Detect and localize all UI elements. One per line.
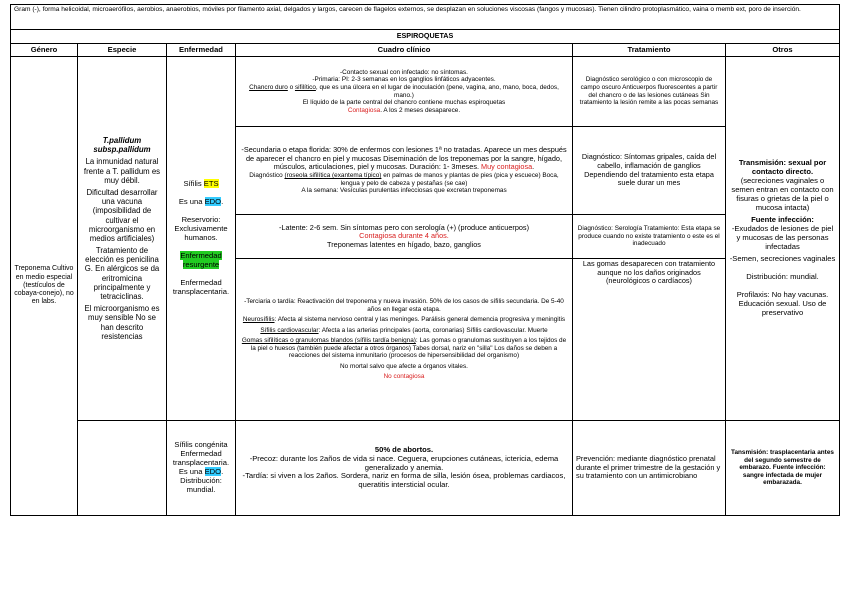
cuadro-latente xyxy=(236,215,573,259)
enfermedad-cell xyxy=(167,57,236,421)
congenita-precoz: -Precoz: durante los 2años de vida si nace. Ceguera, erupciones cutáneas, ictericia, edema generalizado y anemia. xyxy=(249,453,559,472)
header-tratamiento: Tratamiento xyxy=(573,44,726,57)
congenita-edo-badge: EDO xyxy=(204,467,222,476)
cuadro-secundaria xyxy=(236,127,573,215)
congenita-distribucion: Distribución: mundial. xyxy=(180,475,222,494)
otros-congenita: Tansmisión: trasplacentaria antes del segundo semestre de embarazo. Fuente infección: sangre infectada de mujer embarazada. xyxy=(726,421,840,516)
fuente-exudados: -Exudados de lesiones de piel y mucosas de las personas infectadas xyxy=(731,224,834,251)
species-name: T.pallidum subsp.pallidum xyxy=(93,136,151,155)
primaria-o: o xyxy=(287,83,295,91)
transmision-detail: (secreciones vaginales o semen entran en contacto con fisuras o grietas de la piel o mucosa intacta) xyxy=(731,176,834,213)
tratamiento-primaria: Diagnóstico serológico o con microscopio de campo oscuro Anticuerpos fluorescentes a partir del chancro o de las lesiones cutáneas Sin tratamiento la lesión remite a las pocas semanas xyxy=(573,57,726,127)
fuente-semen: -Semen, secreciones vaginales xyxy=(729,253,836,263)
distribucion: Distribución: mundial. xyxy=(746,271,819,281)
secundaria-line-3: A la semana: Vesículas purulentas infecciosas que excretan treponemas xyxy=(301,187,507,195)
reservorio: Reservorio: Exclusivamente humanos. xyxy=(174,215,228,243)
tratamiento-congenita: Prevención: mediante diagnóstico prenatal durante el primer trimestre de la gestación y su tratamiento con un antimicrobiano xyxy=(573,421,726,516)
primaria-desaparece: . A los 2 meses desaparece. xyxy=(380,106,461,114)
header-otros: Otros xyxy=(726,44,840,57)
resurgente-badge: Enfermedad resurgente xyxy=(180,250,222,269)
cardiovascular-title: Sífilis cardiovascular xyxy=(260,326,319,334)
transmision: Transmisión: sexual por contacto directo. xyxy=(738,158,827,177)
latente-line-1: -Latente: 2-6 sem. Sin síntomas pero con serología (+) (produce anticuerpos) xyxy=(278,222,530,232)
terciaria-line-1: -Terciaria o tardía: Reactivación del treponema y nueva invasión. 50% de los casos de sífilis secundaria. De 5-40 años en llegar esta etapa. xyxy=(244,298,564,313)
gomas-sifiliticas xyxy=(239,337,569,360)
edo-period: . xyxy=(221,197,224,207)
neurosifilis xyxy=(239,316,569,324)
roseola-sifilitica: (roseola sifilítica (exantema típico) xyxy=(284,172,382,180)
tratamiento-latente: Diagnóstico: Serología Tratamiento: Esta etapa se produce cuando no existe tratamiento o este es el inadecuado xyxy=(573,215,726,259)
congenita-transplacentaria: Enfermedad transplacentaria. xyxy=(172,449,230,468)
transplacentaria: Enfermedad transplacentaria. xyxy=(172,277,230,296)
cuadro-terciaria xyxy=(236,259,573,421)
secundaria-palmas: en palmas de manos y plantas de pies (pica y escuece) Boca, lengua y pelo de cabeza y pestañas (se cae) xyxy=(340,172,559,187)
primaria-ulcera: , que es una úlcera en el lugar de inoculación (pene, vagina, ano, mano, boca, dedos, mano.) xyxy=(315,83,559,99)
species-inmunidad: La inmunidad natural frente a T. pallidum es muy débil. xyxy=(83,157,161,185)
congenita-tardia: -Tardía: si viven a los 2años. Sordera, nariz en forma de silla, lesión ósea, problemas cardiacos, queratitis intersticial ocular. xyxy=(242,471,566,490)
secundaria-line-2 xyxy=(239,172,569,187)
primaria-line-3 xyxy=(239,84,569,99)
secundaria-period: . xyxy=(532,162,535,172)
congenita-edo-period: . xyxy=(221,467,224,476)
especie-cell xyxy=(78,57,167,421)
gomas-title: Gomas sifilíticas o granulomas blandos (sífilis tardía benigna) xyxy=(241,337,416,345)
primaria-line-4: El líquido de la parte central del chancro contiene muchas espiroquetas xyxy=(302,99,506,107)
secundaria-line-1 xyxy=(239,146,569,172)
species-vacuna: Dificultad desarrollar una vacuna (imposibilidad de cultivar el microorganismo en medios artificiales) xyxy=(86,187,158,243)
latente-contagiosa: Contagiosa durante 4 años. xyxy=(359,231,449,241)
otros-cell xyxy=(726,57,840,421)
secundaria-text: -Secundaria o etapa florida: 30% de enfermos con lesiones 1ª no tratadas. Aparece un mes después de aparecer el chancro en piel y mucosas Diseminación de los treponemas por la sangre, hígado, músculos, articulaciones, piel y mucosas. Duración: 1- 3meses. xyxy=(241,145,567,172)
sifilitico: sifilítico xyxy=(294,83,316,91)
sifilis-cardiovascular xyxy=(239,327,569,335)
header-especie: Especie xyxy=(78,44,167,57)
congenita-cell xyxy=(167,421,236,516)
no-contagiosa: No contagiosa xyxy=(383,373,425,381)
muy-contagiosa: Muy contagiosa xyxy=(481,162,533,172)
cuadro-congenita xyxy=(236,421,573,516)
latente-line-3: Treponemas latentes en hígado, bazo, ganglios xyxy=(327,239,481,249)
primaria-line-5 xyxy=(239,107,569,115)
espiroquetas-table xyxy=(10,4,840,516)
es-una-label: Es una xyxy=(178,197,203,207)
sifilis-congenita: Sífilis congénita xyxy=(174,440,228,450)
profilaxis: Profilaxis: No hay vacunas. Educación sexual. Uso de preservativo xyxy=(736,289,829,317)
tratamiento-secundaria: Diagnóstico: Síntomas gripales, caída del cabello, inflamación de ganglios Dependiendo del tratamiento esta etapa suele durar un mes xyxy=(573,127,726,215)
header-cuadro-clinico: Cuadro clínico xyxy=(236,44,573,57)
gomas-text: : Las gomas o granulomas sustituyen a los tejidos de la piel o huesos (también puede afectar a otros órganos) Tabes dorsal, nariz en "silla" Los daños se deben a reacciones del sistema inmunitario (procesos de hipersensibilidad del organismo) xyxy=(250,337,567,360)
header-enfermedad: Enfermedad xyxy=(167,44,236,57)
edo-badge: EDO xyxy=(204,197,222,207)
species-sensible: El microorganismo es muy sensible No se han descrito resistencias xyxy=(84,304,160,341)
table-title: ESPIROQUETAS xyxy=(11,30,840,44)
ets-badge: ETS xyxy=(203,179,219,189)
chancro-duro: Chancro duro xyxy=(249,83,288,91)
contagiosa-label: Contagiosa xyxy=(347,106,381,114)
species-tratamiento: Tratamiento de elección es penicilina G. En alérgicos se da eritromicina principalmente y tetraciclinas. xyxy=(84,246,160,302)
cardiovascular-text: : Afecta a las arterias principales (aorta, coronarias) Sífilis cardiovascular. Muerte xyxy=(318,326,548,334)
sifilis-label: Sífilis xyxy=(183,179,202,189)
genero-cell: Treponema Cultivo en medio especial (testículos de cobaya-conejo), no en labs. xyxy=(11,57,78,516)
abortos: 50% de abortos. xyxy=(374,444,434,454)
intro-text: Gram (-), forma helicoidal, microaerófilos, aerobios, anaerobios, móviles por filamento axial, delgados y largos, carecen de flagelos externos, se desplazan en soluciones viscosas (fangos y mucosas). Tienen cilindro protoplasmático, vaina o memb ext, poro de inserción. xyxy=(11,5,840,30)
especie-empty xyxy=(78,421,167,516)
diagnostico-label: Diagnóstico xyxy=(249,172,285,180)
document xyxy=(10,4,839,516)
congenita-es-una: Es una xyxy=(178,467,203,476)
neurosifilis-title: Neurosífilis xyxy=(242,316,275,324)
cuadro-primaria xyxy=(236,57,573,127)
primaria-line-1: -Contacto sexual con infectado: no síntomas. xyxy=(340,68,468,76)
header-genero: Género xyxy=(11,44,78,57)
tratamiento-terciaria: Las gomas desaparecen con tratamiento aunque no los daños originados (neurológicos o cardíacos) xyxy=(573,259,726,421)
no-mortal: No mortal salvo que afecte a órganos vitales. xyxy=(340,362,468,370)
fuente-infeccion: Fuente infección: xyxy=(751,215,814,225)
primaria-line-2: -Primaria: PI: 2-3 semanas en los ganglios linfáticos adyacentes. xyxy=(312,76,496,84)
neurosifilis-text: : Afecta al sistema nervioso central y las meninges. Parálisis general demencia progresiva y meningitis xyxy=(274,316,566,324)
